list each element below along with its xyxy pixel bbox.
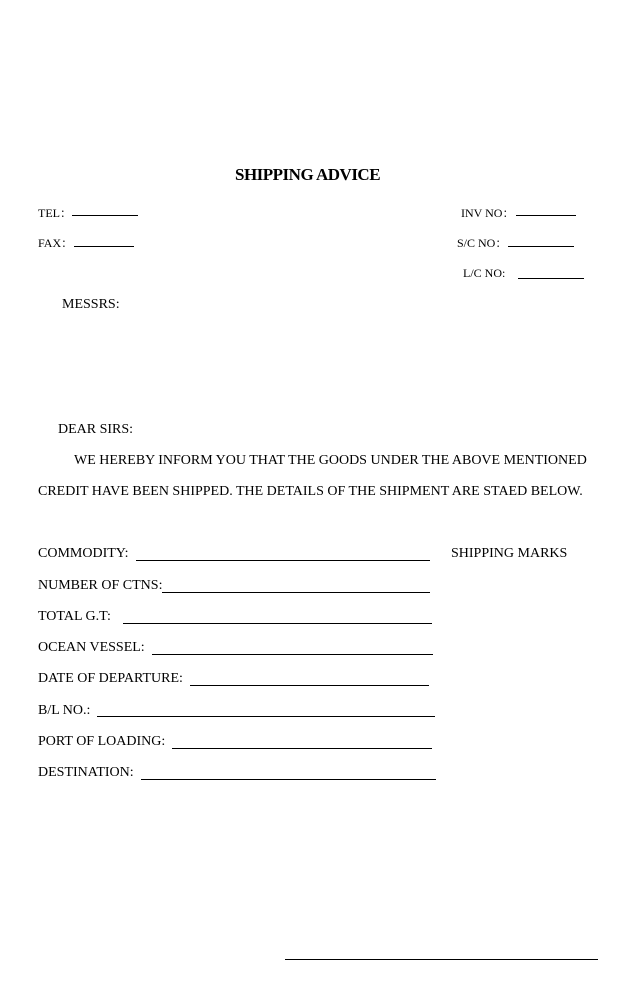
- body-line-1: WE HEREBY INFORM YOU THAT THE GOODS UNDER THE ABOVE MENTIONED: [74, 453, 587, 468]
- destination-label: DESTINATION:: [38, 765, 134, 780]
- inv-no-field[interactable]: [516, 215, 576, 216]
- number-of-ctns-label: NUMBER OF CTNS:: [38, 578, 163, 593]
- inv-no-label: INV NO：: [461, 206, 515, 220]
- port-of-loading-field[interactable]: [172, 748, 432, 749]
- date-of-departure-field[interactable]: [190, 685, 429, 686]
- fax-label: FAX：: [38, 236, 74, 250]
- tel-field[interactable]: [72, 215, 138, 216]
- destination-field[interactable]: [141, 779, 436, 780]
- fax-field[interactable]: [74, 246, 134, 247]
- lc-no-label: L/C NO:: [463, 266, 506, 280]
- document-title: SHIPPING ADVICE: [235, 165, 381, 184]
- lc-no-field[interactable]: [518, 278, 584, 279]
- signature-line[interactable]: [285, 959, 598, 960]
- shipping-marks-label: SHIPPING MARKS: [451, 546, 568, 561]
- ocean-vessel-label: OCEAN VESSEL:: [38, 640, 145, 655]
- sc-no-field[interactable]: [508, 246, 574, 247]
- commodity-label: COMMODITY:: [38, 546, 129, 561]
- body-line-2: CREDIT HAVE BEEN SHIPPED. THE DETAILS OF THE SHIPMENT ARE STAED BELOW.: [38, 484, 583, 499]
- sc-no-label: S/C NO：: [457, 236, 508, 250]
- messrs-label: MESSRS:: [62, 297, 120, 312]
- commodity-field[interactable]: [136, 560, 430, 561]
- number-of-ctns-field[interactable]: [162, 592, 430, 593]
- port-of-loading-label: PORT OF LOADING:: [38, 734, 166, 749]
- bl-no-field[interactable]: [97, 716, 435, 717]
- total-gt-field[interactable]: [123, 623, 432, 624]
- date-of-departure-label: DATE OF DEPARTURE:: [38, 671, 183, 686]
- salutation: DEAR SIRS:: [58, 422, 134, 437]
- bl-no-label: B/L NO.:: [38, 703, 91, 718]
- tel-label: TEL：: [38, 206, 72, 220]
- ocean-vessel-field[interactable]: [152, 654, 433, 655]
- total-gt-label: TOTAL G.T:: [38, 609, 111, 624]
